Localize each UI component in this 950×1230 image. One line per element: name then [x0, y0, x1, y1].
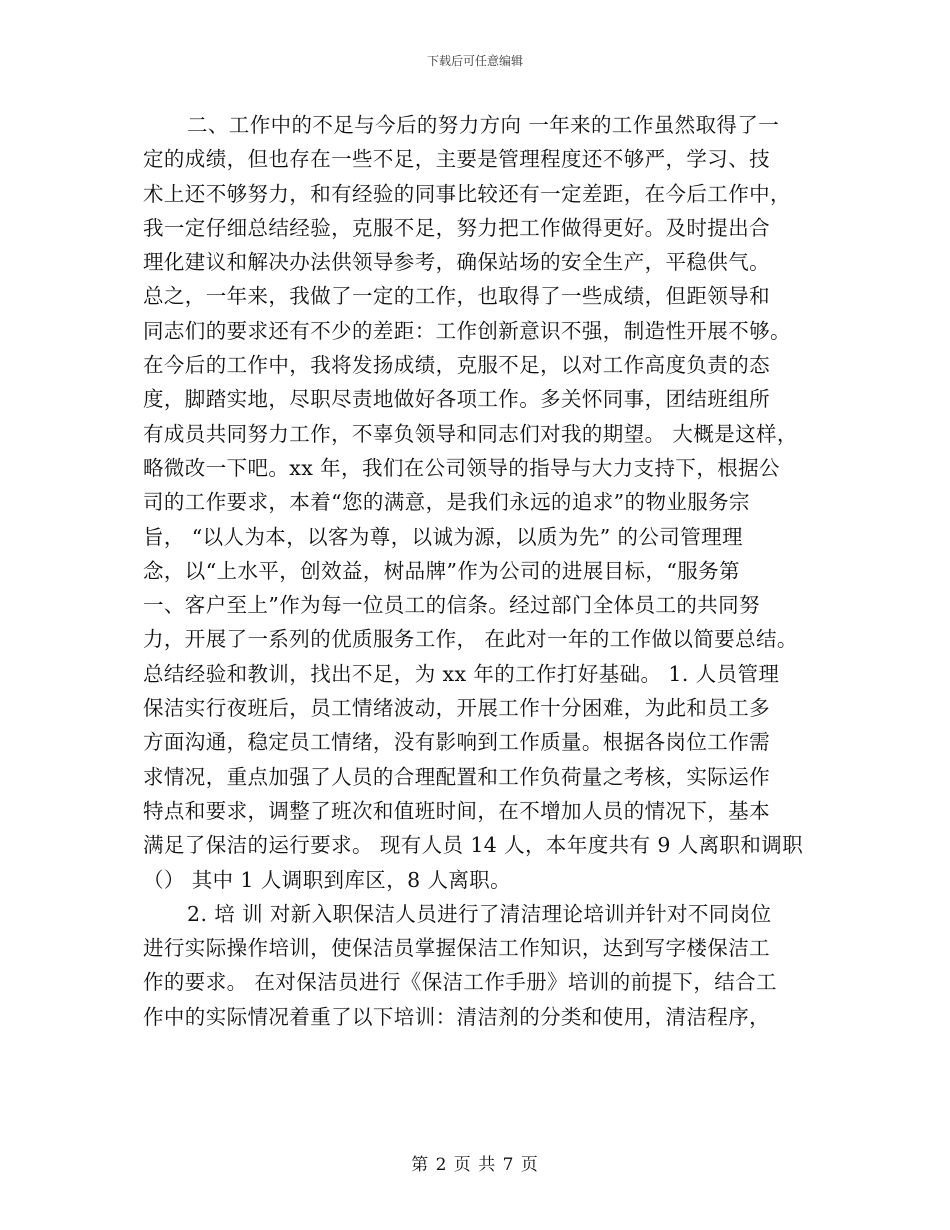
text-line: 定的成绩，但也存在一些不足，主要是管理程度还不够严，学习、技	[143, 147, 770, 172]
text-line: 满足了保洁的运行要求。 现有人员 14 人，本年度共有 9 人离职和调职	[143, 833, 804, 858]
text-line: 在今后的工作中，我将发扬成绩，克服不足，以对工作高度负责的态	[143, 353, 770, 378]
text-line: 保洁实行夜班后，员工情绪波动，开展工作十分困难，为此和员工多	[143, 696, 770, 721]
text-line: 总之，一年来，我做了一定的工作，也取得了一些成绩，但距领导和	[143, 284, 770, 309]
text-line: 二、工作中的不足与今后的努力方向 一年来的工作虽然取得了一	[187, 113, 780, 137]
text-line: 度，脚踏实地，尽职尽责地做好各项工作。多关怀同事，团结班组所	[143, 387, 770, 412]
text-line: 2. 培 训 对新入职保洁人员进行了清洁理论培训并针对不同岗位	[187, 901, 772, 926]
text-line: 作中的实际情况着重了以下培训：清洁剂的分类和使用，清洁程序，	[143, 1004, 770, 1029]
document-body	[143, 108, 825, 1034]
text-line: 方面沟通，稳定员工情绪，没有影响到工作质量。根据各岗位工作需	[143, 730, 770, 755]
text-line: 念，以“上水平，创效益，树品牌”作为公司的进展目标，“服务第	[143, 558, 740, 583]
text-line: 术上还不够努力，和有经验的同事比较还有一定差距，在今后工作中，	[143, 181, 791, 206]
text-line: 理化建议和解决办法供领导参考，确保站场的安全生产，平稳供气。	[143, 250, 770, 275]
text-line: 同志们的要求还有不少的差距：工作创新意识不强，制造性开展不够。	[143, 318, 791, 343]
text-line: 旨， “以人为本，以客为尊，以诚为源，以质为先” 的公司管理理	[143, 524, 743, 549]
text-line: 略微改一下吧。xx 年，我们在公司领导的指导与大力支持下，根据公	[143, 455, 780, 480]
text-line: 我一定仔细总结经验，克服不足，努力把工作做得更好。及时提出合	[143, 215, 770, 240]
text-line: 特点和要求，调整了班次和值班时间，在不增加人员的情况下，基本	[143, 798, 770, 823]
text-line: 进行实际操作培训，使保洁员掌握保洁工作知识，达到写字楼保洁工	[143, 936, 770, 961]
text-line: 求情况，重点加强了人员的合理配置和工作负荷量之考核，实际运作	[143, 764, 770, 789]
text-line: 总结经验和教训，找出不足，为 xx 年的工作打好基础。 1. 人员管理	[143, 661, 780, 686]
page-number-footer: 第 2 页 共 7 页	[411, 1155, 539, 1175]
text-line: 一、客户至上”作为每一位员工的信条。经过部门全体员工的共同努	[143, 593, 760, 618]
text-line: 作的要求。 在对保洁员进行《保洁工作手册》培训的前提下，结合工	[143, 970, 777, 995]
text-line: 力，开展了一系列的优质服务工作， 在此对一年的工作做以简要总结。	[143, 627, 798, 652]
text-line: （） 其中 1 人调职到库区，8 人离职。	[143, 867, 512, 892]
text-line: 司的工作要求，本着“您的满意，是我们永远的追求”的物业服务宗	[143, 490, 750, 515]
page-header: 下载后可任意编辑	[426, 54, 523, 68]
text-line: 有成员共同努力工作，不辜负领导和同志们对我的期望。 大概是这样，	[143, 421, 798, 446]
